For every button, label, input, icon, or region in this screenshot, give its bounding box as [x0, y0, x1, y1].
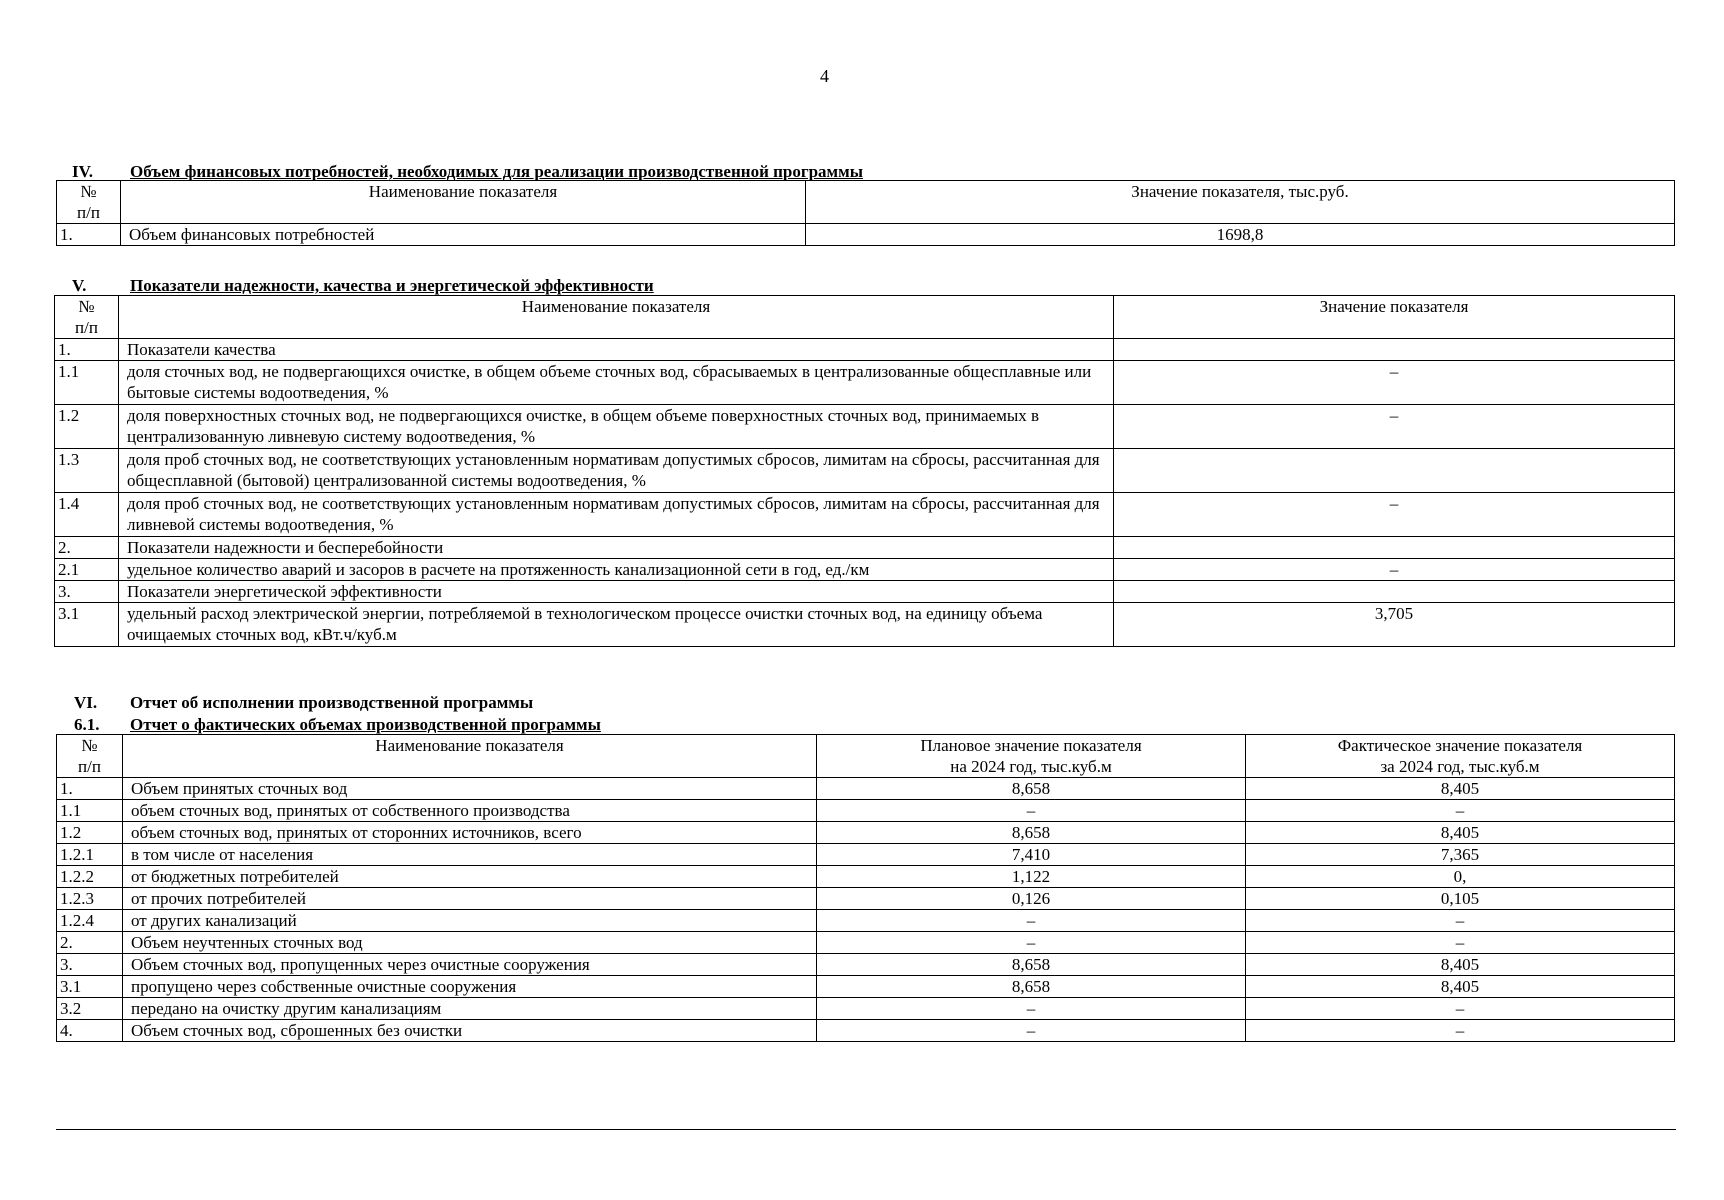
table-row: [55, 537, 1675, 559]
cell-value: [1114, 537, 1675, 559]
cell-name: пропущено через собственные очистные сооружения: [123, 976, 817, 998]
cell-plan: 7,410: [817, 844, 1246, 866]
cell-name: Объем сточных вод, пропущенных через очистные сооружения: [123, 954, 817, 976]
table-row: [57, 998, 1675, 1020]
cell-value: –: [1114, 361, 1675, 405]
table-row: [57, 778, 1675, 800]
cell-num: 3.1: [57, 976, 123, 998]
header-name: Наименование показателя: [123, 735, 817, 778]
cell-name: удельный расход электрической энергии, потребляемой в технологическом процессе очистки сточных вод, на единицу объема очищаемых сточных вод, кВт.ч/куб.м: [119, 603, 1114, 647]
section-6-heading: [74, 693, 534, 712]
section-6-1-number: 6.1.: [74, 715, 100, 734]
header-name: Наименование показателя: [121, 181, 806, 224]
cell-value: 1698,8: [806, 224, 1675, 246]
table-row: [55, 603, 1675, 647]
cell-plan: 8,658: [817, 778, 1246, 800]
section-5-heading: [72, 276, 654, 295]
cell-num: 3.: [57, 954, 123, 976]
cell-fact: –: [1246, 932, 1675, 954]
header-value: Значение показателя, тыс.руб.: [806, 181, 1675, 224]
cell-name: Показатели энергетической эффективности: [119, 581, 1114, 603]
cell-num: 2.1: [55, 559, 119, 581]
cell-name: доля проб сточных вод, не соответствующих установленным нормативам допустимых сбросов, лимитам на сбросы, рассчитанная для общесплавной (бытовой) централизованной системы водоотведения, %: [119, 449, 1114, 493]
header-row: [57, 735, 1675, 778]
table-row: [55, 405, 1675, 449]
cell-fact: 8,405: [1246, 822, 1675, 844]
cell-name: Объем неучтенных сточных вод: [123, 932, 817, 954]
cell-plan: 1,122: [817, 866, 1246, 888]
table-row: [57, 224, 1675, 246]
cell-name: удельное количество аварий и засоров в расчете на протяженность канализационной сети в год, ед./км: [119, 559, 1114, 581]
cell-value: 3,705: [1114, 603, 1675, 647]
cell-value: [1114, 449, 1675, 493]
header-name: Наименование показателя: [119, 296, 1114, 339]
header-row: [57, 181, 1675, 224]
cell-num: 1.2.1: [57, 844, 123, 866]
table-row: [57, 888, 1675, 910]
table-row: [55, 361, 1675, 405]
cell-num: 1.4: [55, 493, 119, 537]
cell-name: передано на очистку другим канализациям: [123, 998, 817, 1020]
table-row: [55, 339, 1675, 361]
section-4-title: Объем финансовых потребностей, необходимых для реализации производственной программы: [130, 162, 863, 181]
cell-fact: –: [1246, 910, 1675, 932]
table-row: [57, 800, 1675, 822]
cell-num: 3.1: [55, 603, 119, 647]
table-row: [57, 866, 1675, 888]
cell-fact: –: [1246, 1020, 1675, 1042]
actual-volumes-table: [56, 734, 1675, 1042]
cell-num: 1.: [57, 224, 121, 246]
cell-name: доля сточных вод, не подвергающихся очистке, в общем объеме сточных вод, сбрасываемых в централизованные общесплавные или бытовые системы водоотведения, %: [119, 361, 1114, 405]
cell-fact: 0,: [1246, 866, 1675, 888]
cell-fact: –: [1246, 800, 1675, 822]
cell-plan: 8,658: [817, 976, 1246, 998]
cell-fact: 8,405: [1246, 954, 1675, 976]
section-6-number: VI.: [74, 693, 98, 712]
cell-plan: 8,658: [817, 954, 1246, 976]
table-row: [57, 844, 1675, 866]
cell-num: 1.2: [57, 822, 123, 844]
table-row: [57, 1020, 1675, 1042]
cell-name: Показатели качества: [119, 339, 1114, 361]
cell-num: 1.2: [55, 405, 119, 449]
header-num: № п/п: [57, 735, 123, 778]
cell-num: 1.: [55, 339, 119, 361]
cell-fact: 8,405: [1246, 976, 1675, 998]
cell-num: 1.1: [55, 361, 119, 405]
cell-num: 1.: [57, 778, 123, 800]
cell-fact: 0,105: [1246, 888, 1675, 910]
header-plan: Плановое значение показателя на 2024 год, тыс.куб.м: [817, 735, 1246, 778]
table-row: [57, 954, 1675, 976]
cell-name: Показатели надежности и бесперебойности: [119, 537, 1114, 559]
cell-value: [1114, 339, 1675, 361]
header-num: № п/п: [55, 296, 119, 339]
table-row: [55, 581, 1675, 603]
footer-rule: [56, 1129, 1676, 1130]
table-row: [55, 559, 1675, 581]
table-row: [57, 976, 1675, 998]
cell-value: –: [1114, 559, 1675, 581]
cell-plan: –: [817, 800, 1246, 822]
section-5-title: Показатели надежности, качества и энергетической эффективности: [130, 276, 654, 295]
table-row: [57, 822, 1675, 844]
cell-plan: 0,126: [817, 888, 1246, 910]
cell-name: от бюджетных потребителей: [123, 866, 817, 888]
cell-value: –: [1114, 405, 1675, 449]
cell-name: Объем принятых сточных вод: [123, 778, 817, 800]
header-row: [55, 296, 1675, 339]
cell-num: 3.2: [57, 998, 123, 1020]
section-5-number: V.: [72, 276, 87, 295]
header-num: № п/п: [57, 181, 121, 224]
cell-num: 1.1: [57, 800, 123, 822]
section-4-number: IV.: [72, 162, 93, 181]
cell-plan: –: [817, 998, 1246, 1020]
page-number: 4: [820, 66, 829, 86]
financial-needs-table: [56, 180, 1675, 246]
cell-num: 1.2.4: [57, 910, 123, 932]
cell-name: объем сточных вод, принятых от собственного производства: [123, 800, 817, 822]
section-4-heading: [72, 162, 863, 181]
cell-num: 1.3: [55, 449, 119, 493]
cell-num: 3.: [55, 581, 119, 603]
cell-num: 2.: [57, 932, 123, 954]
cell-name: от прочих потребителей: [123, 888, 817, 910]
indicators-table: [54, 295, 1675, 647]
section-6-1-heading: [74, 715, 601, 734]
cell-name: доля поверхностных сточных вод, не подвергающихся очистке, в общем объеме поверхностных сточных вод, принимаемых в централизованную ливневую систему водоотведения, %: [119, 405, 1114, 449]
cell-fact: 7,365: [1246, 844, 1675, 866]
section-6-title: Отчет об исполнении производственной программы: [130, 693, 534, 712]
cell-fact: –: [1246, 998, 1675, 1020]
cell-name: от других канализаций: [123, 910, 817, 932]
cell-value: –: [1114, 493, 1675, 537]
cell-name: в том числе от населения: [123, 844, 817, 866]
cell-name: объем сточных вод, принятых от сторонних источников, всего: [123, 822, 817, 844]
cell-name: Объем финансовых потребностей: [121, 224, 806, 246]
cell-num: 4.: [57, 1020, 123, 1042]
header-fact: Фактическое значение показателя за 2024 год, тыс.куб.м: [1246, 735, 1675, 778]
table-row: [57, 910, 1675, 932]
header-value: Значение показателя: [1114, 296, 1675, 339]
table-row: [55, 493, 1675, 537]
cell-plan: –: [817, 1020, 1246, 1042]
cell-name: Объем сточных вод, сброшенных без очистки: [123, 1020, 817, 1042]
cell-value: [1114, 581, 1675, 603]
cell-plan: –: [817, 910, 1246, 932]
cell-fact: 8,405: [1246, 778, 1675, 800]
cell-plan: –: [817, 932, 1246, 954]
cell-num: 2.: [55, 537, 119, 559]
table-row: [57, 932, 1675, 954]
cell-name: доля проб сточных вод, не соответствующих установленным нормативам допустимых сбросов, лимитам на сбросы, рассчитанная для ливневой системы водоотведения, %: [119, 493, 1114, 537]
table-row: [55, 449, 1675, 493]
section-6-1-title: Отчет о фактических объемах производственной программы: [130, 715, 601, 734]
cell-plan: 8,658: [817, 822, 1246, 844]
cell-num: 1.2.3: [57, 888, 123, 910]
cell-num: 1.2.2: [57, 866, 123, 888]
